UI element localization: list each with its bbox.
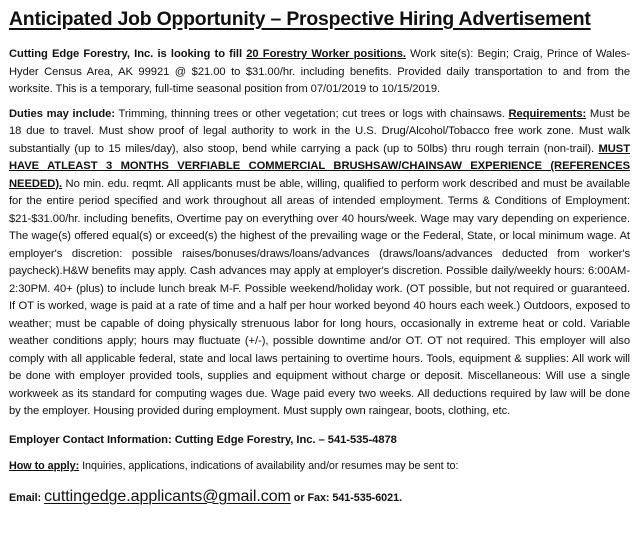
intro-body: Work site(s): Begin; Craig, Prince of Wales-Hyder Census Area, AK 99921 @ $21.00 to $31.00/hr. including benefits. Provided daily transportation to and from the worksite. This is a temporary, full-time seasonal position from 07/01/2019 to 10/15/2019. xyxy=(9,48,630,95)
employer-contact: Employer Contact Information: Cutting Edge Forestry, Inc. – 541-535-4878 xyxy=(9,433,397,446)
positions-count: 20 Forestry Worker positions. xyxy=(246,48,406,60)
duties-paragraph xyxy=(9,106,630,421)
experience-notice: MUST HAVE ATLEAST 3 MONTHS VERFIABLE COMMERCIAL BRUSHSAW/CHAINSAW EXPERIENCE (REFERENCES NEEDED). xyxy=(9,142,630,190)
email-link[interactable]: cuttingedge.applicants@gmail.com xyxy=(44,487,291,505)
how-to-apply-text: Inquiries, applications, indications of availability and/or resumes may be sent to: xyxy=(79,460,459,472)
company-lead: Cutting Edge Forestry, Inc. is looking to fill xyxy=(9,48,247,60)
fax-text: or Fax: 541-535-6021. xyxy=(290,491,402,504)
intro-paragraph xyxy=(9,46,630,99)
email-label: Email: xyxy=(9,491,45,504)
duties-label: Duties may include: xyxy=(9,107,116,120)
page-title: Anticipated Job Opportunity – Prospective Hiring Advertisement xyxy=(9,8,591,30)
how-to-apply xyxy=(9,458,630,476)
requirements-text: Must be 18 due to travel. Must show proof of legal authority to work in the U.S. Drug/Alcohol/Tobacco free work zone. Must walk substantially (up to 15 miles/day), also stoop, bend while carrying a pack (up to 50lbs) thru rough terrain (non-trail). xyxy=(9,107,630,155)
how-to-apply-label: How to apply: xyxy=(9,460,80,472)
terms-text: No min. edu. reqmt. All applicants must be able, willing, qualified to perform work described and must be available for the entire period specified and work throughout all areas of intended employment. Terms & Conditions of Employment: $21-$31.00/hr. including benefits, Overtime pay on everything over 40 hours/week. Wage may vary depending on experience. The wage(s) offered equal(s) or exceed(s) the highest of the prevailing wage or the Federal, State, or local minimum wage. At employer's discretion: possible raises/bonuses/draws/loans/advances (draws/loans/advances deducted from worker's paycheck).H&W benefits may apply. Cash advances may apply at employer's discretion. Possible daily/weekly hours: 6:00AM-2:30PM. 40+ (plus) to include lunch break M-F. Possible weekend/holiday work. (OT possible, but not required or guaranteed. If OT is worked, wage is paid at a rate of time and a half per hour worked beyond 40 hours each week.) Outdoors, exposed to weather; must be capable of doing physically strenuous labor for long hours, occasionally in extreme heat or cold. Variable weather conditions apply; hours may fluctuate (+/-), possible downtime and/or OT. OT not required. This employer will also comply with all applicable federal, state and local laws pertaining to overtime hours. Tools, equipment & supplies: All work will be done with employer provided tools, supplies and equipment without charge or deposit. Miscellaneous: Will use a single workweek as its standard for computing wages due. Wage paid every two weeks. All deductions required by law will be done by the employer. Housing provided during employment. Must supply own raingear, boots, clothing, etc. xyxy=(9,177,630,417)
duties-text: Trimming, thinning trees or other vegetation; cut trees or logs with chainsaws. xyxy=(115,107,509,120)
email-line xyxy=(9,488,630,508)
requirements-label: Requirements: xyxy=(508,107,587,120)
